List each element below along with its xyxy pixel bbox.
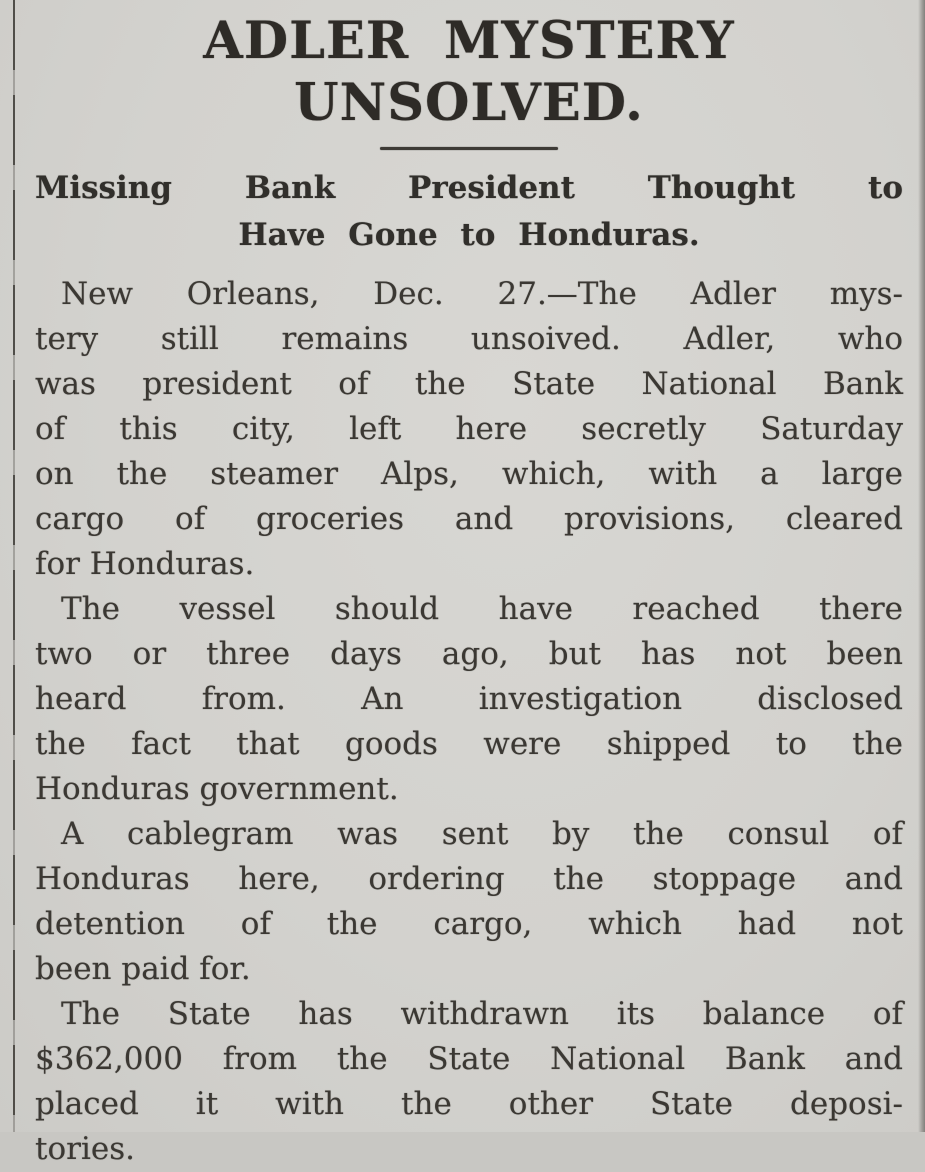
column-rule-right [918,0,925,1132]
text-line: A cablegram was sent by the consul of [61,816,903,852]
text-line: the fact that goods were shipped to the [35,726,903,762]
text-line: detention of the cargo, which had not [35,906,903,942]
paragraph [35,812,903,992]
headline-divider [380,147,558,150]
text-line: two or three days ago, but has not been [35,636,903,672]
text-line: heard from. An investigation disclosed [35,681,903,717]
text-line: Have Gone to Honduras. [238,217,700,253]
column-rule-left [13,0,15,1132]
subheadline [35,165,903,259]
text-line: was president of the State National Bank [35,366,903,402]
article-body [35,272,903,1172]
text-line: tery still remains unsoived. Adler, who [35,321,903,357]
article [35,10,903,1172]
text-line: on the steamer Alps, which, with a large [35,456,903,492]
text-line: Missing Bank President Thought to [35,170,903,206]
paragraph [35,992,903,1172]
text-line: The State has withdrawn its balance of [61,996,903,1032]
text-line: cargo of groceries and provisions, cleared [35,501,903,537]
text-line: tories. [35,1131,135,1167]
text-line: Honduras here, ordering the stoppage and [35,861,903,897]
paragraph [35,272,903,587]
text-line: been paid for. [35,951,251,987]
text-line: Honduras government. [35,771,399,807]
text-line: placed it with the other State deposi- [35,1086,903,1122]
text-line: New Orleans, Dec. 27.—The Adler mys- [61,276,903,312]
text-line: of this city, left here secretly Saturday [35,411,903,447]
text-line: for Honduras. [35,546,255,582]
text-line: The vessel should have reached there [61,591,903,627]
headline: ADLER MYSTERY UNSOLVED. [203,11,735,133]
text-line: $362,000 from the State National Bank and [35,1041,903,1077]
paragraph [35,587,903,812]
